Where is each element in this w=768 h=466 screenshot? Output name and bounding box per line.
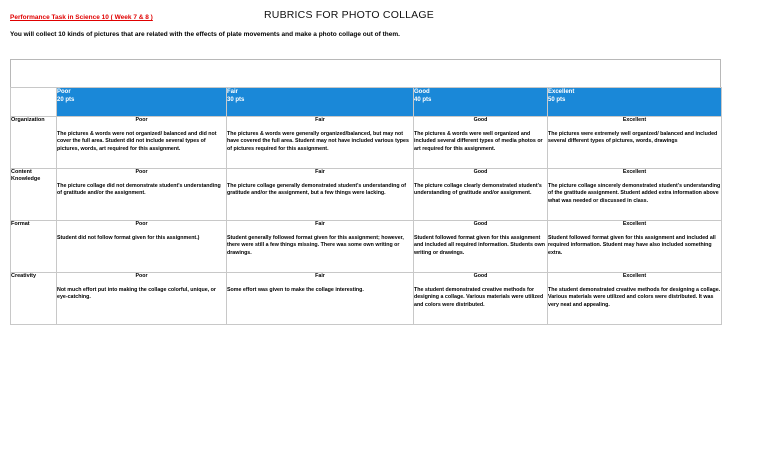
criterion-name: Content Knowledge (11, 169, 57, 221)
rubric-cell (57, 221, 227, 273)
blank-header-box (10, 59, 721, 88)
rubric-cell (57, 169, 227, 221)
rubric-cell (548, 273, 722, 325)
rubric-cell (414, 169, 548, 221)
cell-description: The picture collage sincerely demonstrated student's understanding of the gratitude assignment. Student added extra information above what was needed or discussed in class. (548, 183, 721, 204)
cell-rating: Excellent (622, 273, 647, 279)
cell-description: Student generally followed format given for this assignment; however, there were still a few things missing. There was some own writing or drawings. (227, 235, 404, 256)
rubric-cell (57, 117, 227, 169)
level-points: 30 pts (227, 97, 245, 103)
cell-description: The pictures & words were not organized/ balanced and did not cover the full area. Student did not include several types of pictures, words, art required for this assignment. (57, 131, 217, 152)
criterion-name: Creativity (11, 273, 57, 325)
cell-rating: Fair (315, 169, 325, 175)
rubric-cell (57, 273, 227, 325)
level-header-excellent (548, 88, 722, 117)
criterion-row-content-knowledge (11, 169, 722, 221)
rubric-cell (227, 221, 414, 273)
cell-rating: Excellent (622, 169, 647, 175)
cell-rating: Fair (315, 221, 325, 227)
task-title: Performance Task in Science 10 ( Week 7 & 8 ) (10, 14, 153, 21)
rubric-cell (414, 221, 548, 273)
cell-rating: Fair (315, 273, 325, 279)
level-points: 50 pts (548, 97, 566, 103)
cell-rating: Poor (135, 221, 148, 227)
rubric-cell (548, 169, 722, 221)
cell-rating: Poor (135, 117, 148, 123)
instructions-text: You will collect 10 kinds of pictures that are related with the effects of plate movements and make a photo collage out of them. (10, 31, 400, 38)
document-title: RUBRICS FOR PHOTO COLLAGE (264, 9, 434, 21)
cell-rating: Good (473, 117, 488, 123)
rubric-corner-cell (11, 88, 57, 117)
level-name: Excellent (548, 89, 575, 95)
cell-rating: Fair (315, 117, 325, 123)
cell-rating: Excellent (622, 117, 647, 123)
level-header-fair (227, 88, 414, 117)
cell-description: The picture collage generally demonstrated student's understanding of gratitude and/or the assignment, but a few things were lacking. (227, 183, 407, 197)
criterion-row-format (11, 221, 722, 273)
cell-description: Student followed format given for this assignment and included all required information. Students own writing or drawings. (414, 235, 545, 256)
criterion-name: Organization (11, 117, 57, 169)
cell-description: Student followed format given for this assignment and included all required information. Student may have also included something extra. (548, 235, 716, 256)
level-header-good (414, 88, 548, 117)
level-points: 20 pts (57, 97, 75, 103)
cell-description: The pictures & words were generally organized/balanced, but may not have covered the full area. Student may not have included various types of pictures required for this assignment. (227, 131, 409, 152)
level-name: Poor (57, 89, 71, 95)
cell-description: The picture collage did not demonstrate student's understanding of gratitude and/or the assignment. (57, 183, 221, 197)
rubric-cell (227, 117, 414, 169)
rubric-table (10, 87, 722, 325)
cell-rating: Excellent (622, 221, 647, 227)
rubric-cell (227, 169, 414, 221)
rubric-header-row (11, 88, 722, 117)
cell-rating: Good (473, 273, 488, 279)
cell-rating: Good (473, 221, 488, 227)
level-points: 40 pts (414, 97, 432, 103)
cell-description: Not much effort put into making the collage colorful, unique, or eye-catching. (57, 287, 216, 301)
rubric-cell (414, 117, 548, 169)
cell-description: The pictures were extremely well organized/ balanced and included several different types of pictures, words, drawings (548, 131, 718, 145)
rubric-cell (227, 273, 414, 325)
cell-rating: Good (473, 169, 488, 175)
criterion-row-creativity (11, 273, 722, 325)
rubric-cell (548, 117, 722, 169)
criterion-row-organization (11, 117, 722, 169)
level-name: Good (414, 89, 430, 95)
cell-description: The student demonstrated creative methods for designing a collage. Various materials were utilized and colors were distributed. It was very neat and appealing. (548, 287, 721, 308)
cell-description: Some effort was given to make the collage interesting. (227, 287, 364, 294)
cell-rating: Poor (135, 169, 148, 175)
level-name: Fair (227, 89, 239, 95)
criterion-name: Format (11, 221, 57, 273)
cell-rating: Poor (135, 273, 148, 279)
cell-description: The pictures & words were well organized and included several different types of media photos or art required for this assignment. (414, 131, 543, 152)
cell-description: The student demonstrated creative methods for designing a collage. Various materials were utilized and colors were distributed. (414, 287, 544, 308)
level-header-poor (57, 88, 227, 117)
cell-description: Student did not follow format given for this assignment.) (57, 235, 200, 242)
rubric-cell (548, 221, 722, 273)
rubric-cell (414, 273, 548, 325)
cell-description: The picture collage clearly demonstrated student's understanding of gratitude and/or assignment. (414, 183, 542, 197)
